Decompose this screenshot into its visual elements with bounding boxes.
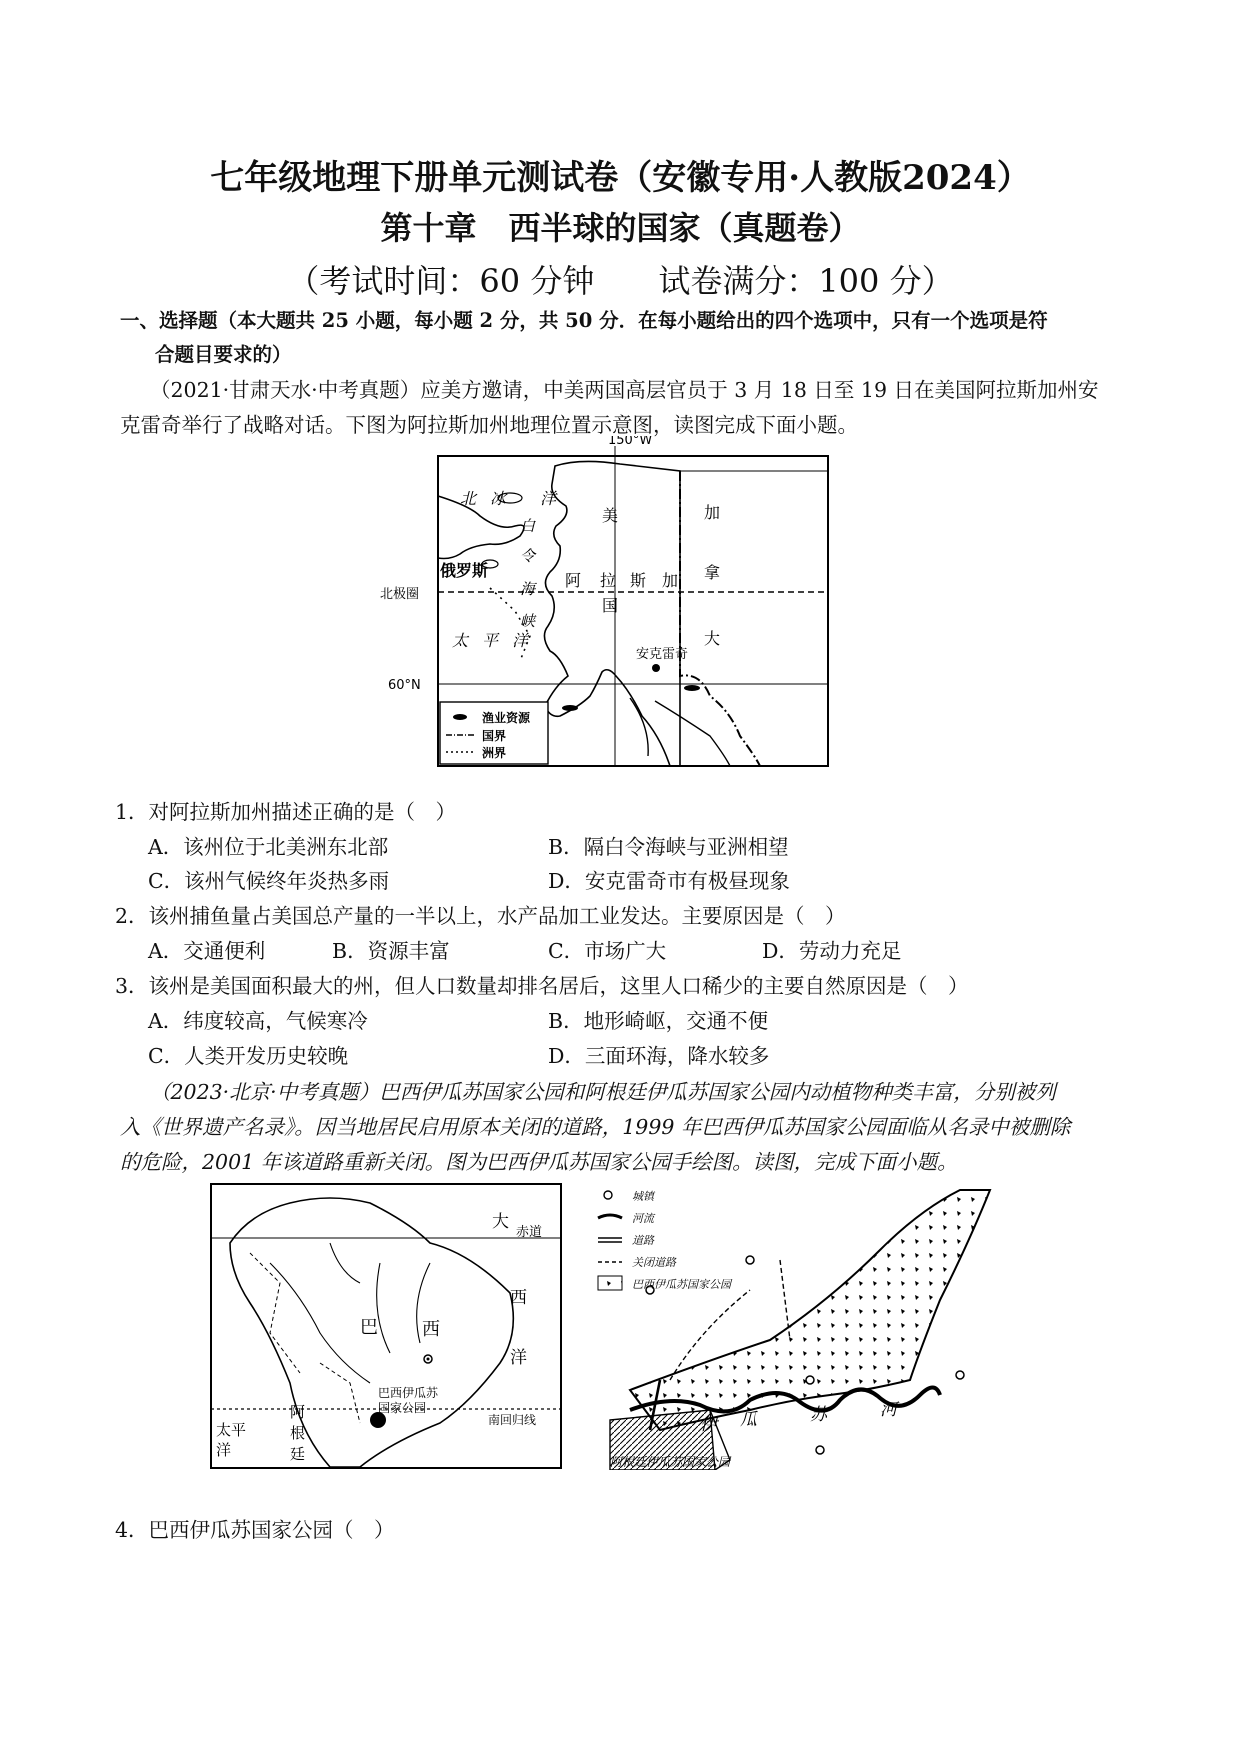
- pacific-1-sa: 太平: [216, 1421, 247, 1439]
- river-2: 瓜: [740, 1410, 757, 1430]
- q1-option-a[interactable]: A．该州位于北美洲东北部: [148, 835, 389, 859]
- pacific-2-sa: 洋: [216, 1441, 232, 1459]
- page-title: 七年级地理下册单元测试卷（安徽专用·人教版2024）: [210, 158, 1031, 198]
- equator-label: 赤道: [516, 1225, 543, 1240]
- pacific-3: 洋: [512, 631, 529, 650]
- section-heading-line1: 一、选择题（本大题共 25 小题，每小题 2 分，共 50 分．在每小题给出的四个选项中，只有一个选项是符: [120, 309, 1048, 332]
- legend-road: 道路: [632, 1234, 654, 1247]
- q2-option-d[interactable]: D．劳动力充足: [762, 939, 902, 963]
- pacific-2: 平: [482, 631, 499, 650]
- q2-option-b[interactable]: B．资源丰富: [332, 939, 450, 963]
- question-4-stem: 4．巴西伊瓜苏国家公园（ ）: [115, 1518, 395, 1542]
- q1-option-d[interactable]: D．安克雷奇市有极昼现象: [548, 869, 790, 893]
- argentina-3: 廷: [290, 1445, 306, 1463]
- passage1-line1: （2021·甘肃天水·中考真题）应美方邀请，中美两国高层官员于 3 月 18 日至 19 日在美国阿拉斯加州安: [150, 378, 1099, 402]
- legend-river: 河流: [632, 1212, 654, 1225]
- usa-2: 国: [602, 596, 619, 615]
- passage2-line3: 的危险，2001 年该道路重新关闭。图为巴西伊瓜苏国家公园手绘图。读图，完成下面小题。: [120, 1150, 958, 1174]
- park-label-1: 巴西伊瓜苏: [378, 1386, 439, 1400]
- bering-2: 令: [520, 547, 536, 565]
- arctic-circle-label: 北极圈: [380, 587, 420, 602]
- legend-fishery: 渔业资源: [482, 711, 531, 725]
- river-3: 苏: [810, 1405, 827, 1425]
- passage2-line2: 入《世界遗产名录》。因当地居民启用原本关闭的道路，1999 年巴西伊瓜苏国家公园面临从名录中被删除: [120, 1115, 1071, 1139]
- passage1-line2: 克雷奇举行了战略对话。下图为阿拉斯加州地理位置示意图，读图完成下面小题。: [120, 413, 858, 437]
- legend-closed-road: 关闭道路: [632, 1256, 676, 1269]
- bering-4: 峡: [520, 612, 536, 630]
- q3-option-a[interactable]: A．纬度较高，气候寒冷: [148, 1009, 368, 1033]
- bering-3: 海: [520, 580, 536, 598]
- q3-option-d[interactable]: D．三面环海，降水较多: [548, 1044, 770, 1068]
- legend-town: 城镇: [632, 1190, 654, 1203]
- brazil-1: 巴: [360, 1317, 378, 1338]
- arctic-ocean-2: 冰: [490, 489, 507, 508]
- alaska-3: 斯: [630, 571, 647, 590]
- chapter-title: 第十章 西半球的国家（真题卷）: [380, 209, 861, 247]
- q3-option-c[interactable]: C．人类开发历史较晚: [148, 1044, 349, 1068]
- tropic-label: 南回归线: [488, 1413, 537, 1427]
- q2-option-a[interactable]: A．交通便利: [148, 939, 266, 963]
- russia-label: 俄罗斯: [440, 561, 489, 580]
- q1-option-c[interactable]: C．该州气候终年炎热多雨: [148, 869, 390, 893]
- arctic-ocean-1: 北: [460, 489, 477, 508]
- canada-3: 大: [704, 629, 721, 648]
- brazil-location-map: [210, 1183, 562, 1469]
- atlantic-2: 西: [510, 1288, 527, 1308]
- argentina-1: 阿: [290, 1403, 306, 1421]
- river-4: 河: [880, 1400, 897, 1420]
- iguacu-park-map: [590, 1180, 1030, 1470]
- question-2-stem: 2．该州捕鱼量占美国总产量的一半以上，水产品加工业发达。主要原因是（ ）: [115, 904, 846, 928]
- alaska-1: 阿: [565, 571, 582, 590]
- question-3-stem: 3．该州是美国面积最大的州，但人口数量却排名居后，这里人口稀少的主要自然原因是（ ）: [115, 974, 969, 998]
- alaska-2: 拉: [600, 571, 617, 590]
- legend-continent: 洲界: [482, 746, 507, 760]
- atlantic-3: 洋: [510, 1348, 527, 1368]
- brazil-2: 西: [422, 1319, 440, 1340]
- q3-option-b[interactable]: B．地形崎岖，交通不便: [548, 1009, 769, 1033]
- atlantic-1: 大: [492, 1212, 509, 1232]
- canada-2: 拿: [704, 563, 721, 582]
- usa-1: 美: [602, 506, 619, 525]
- q1-option-b[interactable]: B．隔白令海峡与亚洲相望: [548, 835, 789, 859]
- argentine-park-label: 阿根廷伊瓜苏国家公园: [610, 1455, 731, 1469]
- passage2-line1: （2023·北京·中考真题）巴西伊瓜苏国家公园和阿根廷伊瓜苏国家公园内动植物种类丰富，分别被列: [150, 1080, 1056, 1104]
- question-1-stem: 1．对阿拉斯加州描述正确的是（ ）: [115, 800, 457, 824]
- q2-option-c[interactable]: C．市场广大: [548, 939, 667, 963]
- alaska-4: 加: [662, 571, 679, 590]
- park-label-2: 国家公园: [378, 1401, 427, 1415]
- longitude-label: 150°W: [608, 436, 653, 448]
- pacific-1: 太: [452, 631, 469, 650]
- anchorage-label: 安克雷奇: [636, 647, 689, 662]
- section-heading-line2: 合题目要求的）: [155, 343, 292, 366]
- canada-1: 加: [704, 503, 721, 522]
- legend-border: 国界: [482, 729, 507, 743]
- arctic-ocean-3: 洋: [540, 489, 557, 508]
- alaska-map: [380, 436, 860, 776]
- legend-park: 巴西伊瓜苏国家公园: [632, 1278, 731, 1291]
- lat60-label: 60°N: [388, 678, 421, 693]
- bering-1: 白: [520, 517, 536, 535]
- argentina-2: 根: [290, 1424, 306, 1442]
- river-1: 伊: [700, 1415, 717, 1435]
- exam-info: （考试时间：60 分钟 试卷满分：100 分）: [287, 262, 954, 300]
